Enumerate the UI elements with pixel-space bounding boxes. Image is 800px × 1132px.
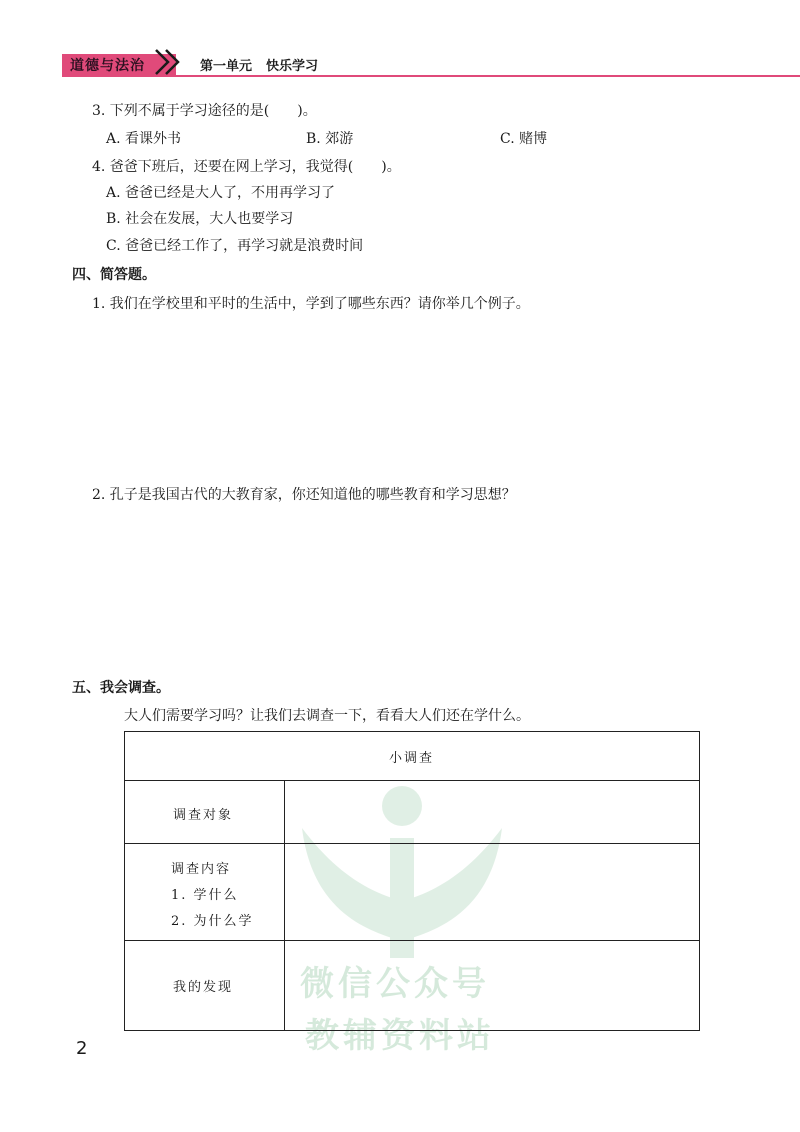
header-subject: 道德与法治: [70, 58, 145, 74]
header-unit-title: 快乐学习: [266, 59, 319, 74]
question-4-stem: 4. 爸爸下班后，还要在网上学习，我觉得( )。: [92, 159, 401, 175]
page-number: 2: [76, 1038, 88, 1059]
section-5-title: 五、我会调查。: [72, 680, 170, 696]
row-survey-content-item-1: 1. 学什么: [171, 888, 239, 903]
question-3-stem: 3. 下列不属于学习途径的是( )。: [92, 103, 317, 119]
section-4-title: 四、简答题。: [72, 267, 156, 283]
survey-intro: 大人们需要学习吗？让我们去调查一下，看看大人们还在学什么。: [124, 708, 530, 724]
row-survey-content-item-2: 2. 为什么学: [171, 914, 254, 929]
survey-table: [124, 731, 700, 1031]
question-4-option-b: B. 社会在发展，大人也要学习: [106, 211, 294, 227]
short-answer-question-1: 1. 我们在学校里和平时的生活中，学到了哪些东西？请你举几个例子。: [92, 296, 530, 312]
question-3-option-b: B. 郊游: [306, 131, 354, 147]
header-unit: [200, 55, 332, 74]
question-4-option-c: C. 爸爸已经工作了，再学习就是浪费时间: [106, 238, 364, 254]
row-survey-subject-label: 调查对象: [173, 808, 234, 823]
survey-subject-answer-cell[interactable]: [285, 781, 699, 843]
header-unit-number: 第一单元: [200, 59, 253, 74]
watermark-text-1: 微信公众号: [300, 964, 490, 1004]
question-3-option-c: C. 赌博: [500, 131, 548, 147]
survey-table-title: 小调查: [389, 751, 435, 766]
row-survey-content-label: 调查内容: [171, 862, 232, 877]
header-rule: [62, 75, 800, 77]
watermark-text-2: 教辅资料站: [305, 1016, 495, 1056]
short-answer-question-2: 2. 孔子是我国古代的大教育家，你还知道他的哪些教育和学习思想？: [92, 487, 516, 503]
question-3-option-a: A. 看课外书: [106, 131, 182, 147]
question-4-option-a: A. 爸爸已经是大人了，不用再学习了: [106, 185, 336, 201]
survey-content-answer-cell[interactable]: [285, 844, 699, 940]
row-findings-label: 我的发现: [173, 980, 234, 995]
findings-answer-cell[interactable]: [285, 941, 699, 1030]
